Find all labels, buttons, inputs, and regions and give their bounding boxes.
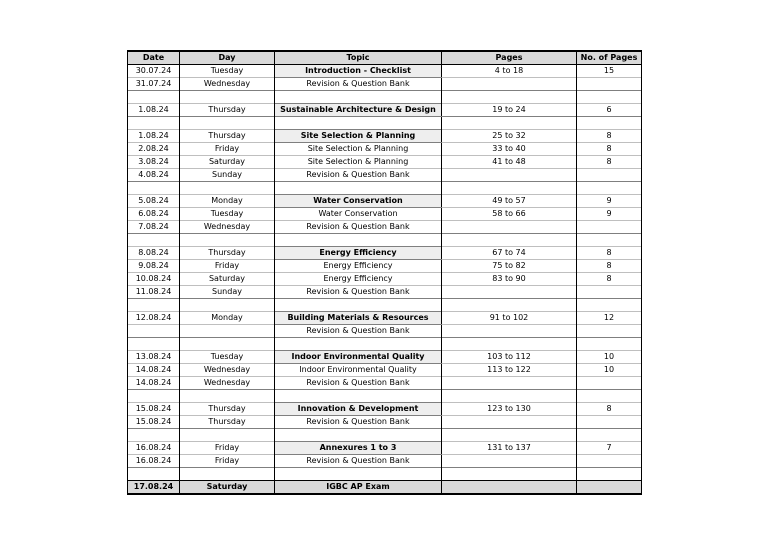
page-count-cell: [577, 481, 642, 495]
topic-cell: IGBC AP Exam: [275, 481, 442, 495]
table-row: [128, 286, 642, 299]
day-cell: [180, 299, 275, 312]
date-cell: 12.08.24: [128, 312, 180, 325]
table-row: [128, 208, 642, 221]
table-row: [128, 78, 642, 91]
pages-cell: 123 to 130: [442, 403, 577, 416]
page-count-cell: [577, 117, 642, 130]
date-cell: 14.08.24: [128, 364, 180, 377]
pages-cell: 33 to 40: [442, 143, 577, 156]
page-count-cell: 8: [577, 247, 642, 260]
date-cell: 1.08.24: [128, 104, 180, 117]
page-count-cell: [577, 325, 642, 338]
topic-cell: Site Selection & Planning: [275, 130, 442, 143]
date-cell: 5.08.24: [128, 195, 180, 208]
page-count-cell: [577, 455, 642, 468]
pages-cell: [442, 468, 577, 481]
table-row: [128, 403, 642, 416]
day-cell: Sunday: [180, 169, 275, 182]
day-cell: Wednesday: [180, 364, 275, 377]
pages-cell: 91 to 102: [442, 312, 577, 325]
topic-cell: Revision & Question Bank: [275, 325, 442, 338]
spacer-row: [128, 182, 642, 195]
topic-cell: Annexures 1 to 3: [275, 442, 442, 455]
date-cell: 16.08.24: [128, 455, 180, 468]
pages-cell: [442, 91, 577, 104]
date-cell: 2.08.24: [128, 143, 180, 156]
table-row: [128, 260, 642, 273]
day-cell: Tuesday: [180, 208, 275, 221]
pages-cell: 75 to 82: [442, 260, 577, 273]
date-cell: 10.08.24: [128, 273, 180, 286]
date-cell: 4.08.24: [128, 169, 180, 182]
page-count-cell: 9: [577, 195, 642, 208]
day-cell: [180, 117, 275, 130]
day-cell: [180, 390, 275, 403]
table-row: [128, 104, 642, 117]
pages-cell: [442, 481, 577, 495]
day-cell: Monday: [180, 195, 275, 208]
page-count-cell: [577, 169, 642, 182]
page-count-cell: 8: [577, 403, 642, 416]
table-row: [128, 130, 642, 143]
day-cell: [180, 325, 275, 338]
table-row: [128, 416, 642, 429]
table-row: [128, 351, 642, 364]
spacer-row: [128, 234, 642, 247]
date-cell: [128, 234, 180, 247]
date-cell: [128, 182, 180, 195]
topic-cell: [275, 468, 442, 481]
topic-cell: Site Selection & Planning: [275, 143, 442, 156]
topic-cell: Energy Efficiency: [275, 273, 442, 286]
topic-cell: Indoor Environmental Quality: [275, 364, 442, 377]
pages-cell: 58 to 66: [442, 208, 577, 221]
header-pages: Pages: [442, 51, 577, 65]
date-cell: 17.08.24: [128, 481, 180, 495]
pages-cell: [442, 182, 577, 195]
day-cell: Saturday: [180, 273, 275, 286]
page-count-cell: [577, 299, 642, 312]
topic-cell: Energy Efficiency: [275, 247, 442, 260]
pages-cell: [442, 169, 577, 182]
page-count-cell: [577, 182, 642, 195]
page-count-cell: 8: [577, 260, 642, 273]
day-cell: Saturday: [180, 481, 275, 495]
table-row: [128, 442, 642, 455]
table-row: [128, 65, 642, 78]
table-row: [128, 273, 642, 286]
topic-cell: Revision & Question Bank: [275, 169, 442, 182]
topic-cell: Introduction - Checklist: [275, 65, 442, 78]
pages-cell: 67 to 74: [442, 247, 577, 260]
day-cell: Thursday: [180, 403, 275, 416]
pages-cell: [442, 117, 577, 130]
date-cell: 13.08.24: [128, 351, 180, 364]
topic-cell: [275, 429, 442, 442]
topic-cell: [275, 338, 442, 351]
pages-cell: 25 to 32: [442, 130, 577, 143]
topic-cell: Revision & Question Bank: [275, 221, 442, 234]
page-count-cell: 8: [577, 273, 642, 286]
topic-cell: Revision & Question Bank: [275, 416, 442, 429]
pages-cell: [442, 416, 577, 429]
table-row: [128, 156, 642, 169]
pages-cell: 49 to 57: [442, 195, 577, 208]
day-cell: Friday: [180, 455, 275, 468]
topic-cell: Revision & Question Bank: [275, 377, 442, 390]
page-count-cell: [577, 78, 642, 91]
pages-cell: 41 to 48: [442, 156, 577, 169]
day-cell: Friday: [180, 260, 275, 273]
page-count-cell: 15: [577, 65, 642, 78]
pages-cell: [442, 429, 577, 442]
date-cell: [128, 299, 180, 312]
pages-cell: [442, 338, 577, 351]
header-date: Date: [128, 51, 180, 65]
topic-cell: [275, 234, 442, 247]
table-row: [128, 169, 642, 182]
day-cell: [180, 429, 275, 442]
header-topic: Topic: [275, 51, 442, 65]
spacer-row: [128, 91, 642, 104]
spacer-row: [128, 117, 642, 130]
pages-cell: [442, 390, 577, 403]
table-row: [128, 221, 642, 234]
day-cell: Friday: [180, 143, 275, 156]
day-cell: Tuesday: [180, 351, 275, 364]
topic-cell: Building Materials & Resources: [275, 312, 442, 325]
pages-cell: 83 to 90: [442, 273, 577, 286]
header-day: Day: [180, 51, 275, 65]
pages-cell: [442, 377, 577, 390]
page-count-cell: [577, 468, 642, 481]
table-row: [128, 364, 642, 377]
page-count-cell: 10: [577, 351, 642, 364]
day-cell: [180, 468, 275, 481]
spacer-row: [128, 299, 642, 312]
day-cell: [180, 234, 275, 247]
day-cell: Tuesday: [180, 65, 275, 78]
pages-cell: [442, 221, 577, 234]
table-row: [128, 195, 642, 208]
page-count-cell: [577, 338, 642, 351]
topic-cell: Sustainable Architecture & Design: [275, 104, 442, 117]
topic-cell: Revision & Question Bank: [275, 78, 442, 91]
pages-cell: [442, 286, 577, 299]
date-cell: [128, 390, 180, 403]
page-count-cell: 6: [577, 104, 642, 117]
header-page-count: No. of Pages: [577, 51, 642, 65]
topic-cell: Indoor Environmental Quality: [275, 351, 442, 364]
table-row: [128, 377, 642, 390]
pages-cell: 19 to 24: [442, 104, 577, 117]
table-row: [128, 455, 642, 468]
table-row: [128, 247, 642, 260]
topic-cell: [275, 182, 442, 195]
topic-cell: [275, 91, 442, 104]
pages-cell: [442, 234, 577, 247]
date-cell: [128, 325, 180, 338]
day-cell: Thursday: [180, 104, 275, 117]
topic-cell: Energy Efficiency: [275, 260, 442, 273]
date-cell: 30.07.24: [128, 65, 180, 78]
pages-cell: [442, 78, 577, 91]
date-cell: 7.08.24: [128, 221, 180, 234]
page-count-cell: 8: [577, 143, 642, 156]
topic-cell: Revision & Question Bank: [275, 286, 442, 299]
page-count-cell: 7: [577, 442, 642, 455]
page-count-cell: 9: [577, 208, 642, 221]
topic-cell: Water Conservation: [275, 208, 442, 221]
topic-cell: Site Selection & Planning: [275, 156, 442, 169]
page-count-cell: [577, 234, 642, 247]
pages-cell: [442, 325, 577, 338]
page-count-cell: [577, 221, 642, 234]
spacer-row: [128, 468, 642, 481]
page-count-cell: [577, 286, 642, 299]
page-count-cell: [577, 91, 642, 104]
day-cell: Thursday: [180, 247, 275, 260]
date-cell: [128, 338, 180, 351]
day-cell: Friday: [180, 442, 275, 455]
day-cell: Wednesday: [180, 78, 275, 91]
pages-cell: [442, 299, 577, 312]
page-count-cell: 12: [577, 312, 642, 325]
day-cell: Thursday: [180, 416, 275, 429]
date-cell: 8.08.24: [128, 247, 180, 260]
table-row: [128, 143, 642, 156]
topic-cell: [275, 117, 442, 130]
date-cell: [128, 429, 180, 442]
table-row: [128, 325, 642, 338]
date-cell: [128, 117, 180, 130]
spacer-row: [128, 429, 642, 442]
date-cell: 9.08.24: [128, 260, 180, 273]
spacer-row: [128, 338, 642, 351]
header-row: [128, 51, 642, 65]
schedule-body: [128, 65, 642, 495]
topic-cell: [275, 299, 442, 312]
day-cell: [180, 91, 275, 104]
table-row: [128, 312, 642, 325]
date-cell: 31.07.24: [128, 78, 180, 91]
day-cell: [180, 338, 275, 351]
topic-cell: Innovation & Development: [275, 403, 442, 416]
day-cell: [180, 182, 275, 195]
date-cell: [128, 468, 180, 481]
date-cell: 15.08.24: [128, 403, 180, 416]
pages-cell: 131 to 137: [442, 442, 577, 455]
spacer-row: [128, 390, 642, 403]
pages-cell: 4 to 18: [442, 65, 577, 78]
day-cell: Monday: [180, 312, 275, 325]
topic-cell: Revision & Question Bank: [275, 455, 442, 468]
date-cell: 15.08.24: [128, 416, 180, 429]
pages-cell: 113 to 122: [442, 364, 577, 377]
page-count-cell: [577, 416, 642, 429]
pages-cell: 103 to 112: [442, 351, 577, 364]
page-count-cell: [577, 429, 642, 442]
page-count-cell: 8: [577, 130, 642, 143]
date-cell: 6.08.24: [128, 208, 180, 221]
schedule-table: [127, 50, 642, 495]
day-cell: Thursday: [180, 130, 275, 143]
exam-row: [128, 481, 642, 495]
date-cell: 3.08.24: [128, 156, 180, 169]
topic-cell: [275, 390, 442, 403]
topic-cell: Water Conservation: [275, 195, 442, 208]
day-cell: Sunday: [180, 286, 275, 299]
page-count-cell: 10: [577, 364, 642, 377]
day-cell: Wednesday: [180, 221, 275, 234]
page-count-cell: [577, 390, 642, 403]
date-cell: [128, 91, 180, 104]
date-cell: 14.08.24: [128, 377, 180, 390]
date-cell: 11.08.24: [128, 286, 180, 299]
date-cell: 1.08.24: [128, 130, 180, 143]
date-cell: 16.08.24: [128, 442, 180, 455]
page-count-cell: 8: [577, 156, 642, 169]
pages-cell: [442, 455, 577, 468]
day-cell: Saturday: [180, 156, 275, 169]
day-cell: Wednesday: [180, 377, 275, 390]
page-count-cell: [577, 377, 642, 390]
